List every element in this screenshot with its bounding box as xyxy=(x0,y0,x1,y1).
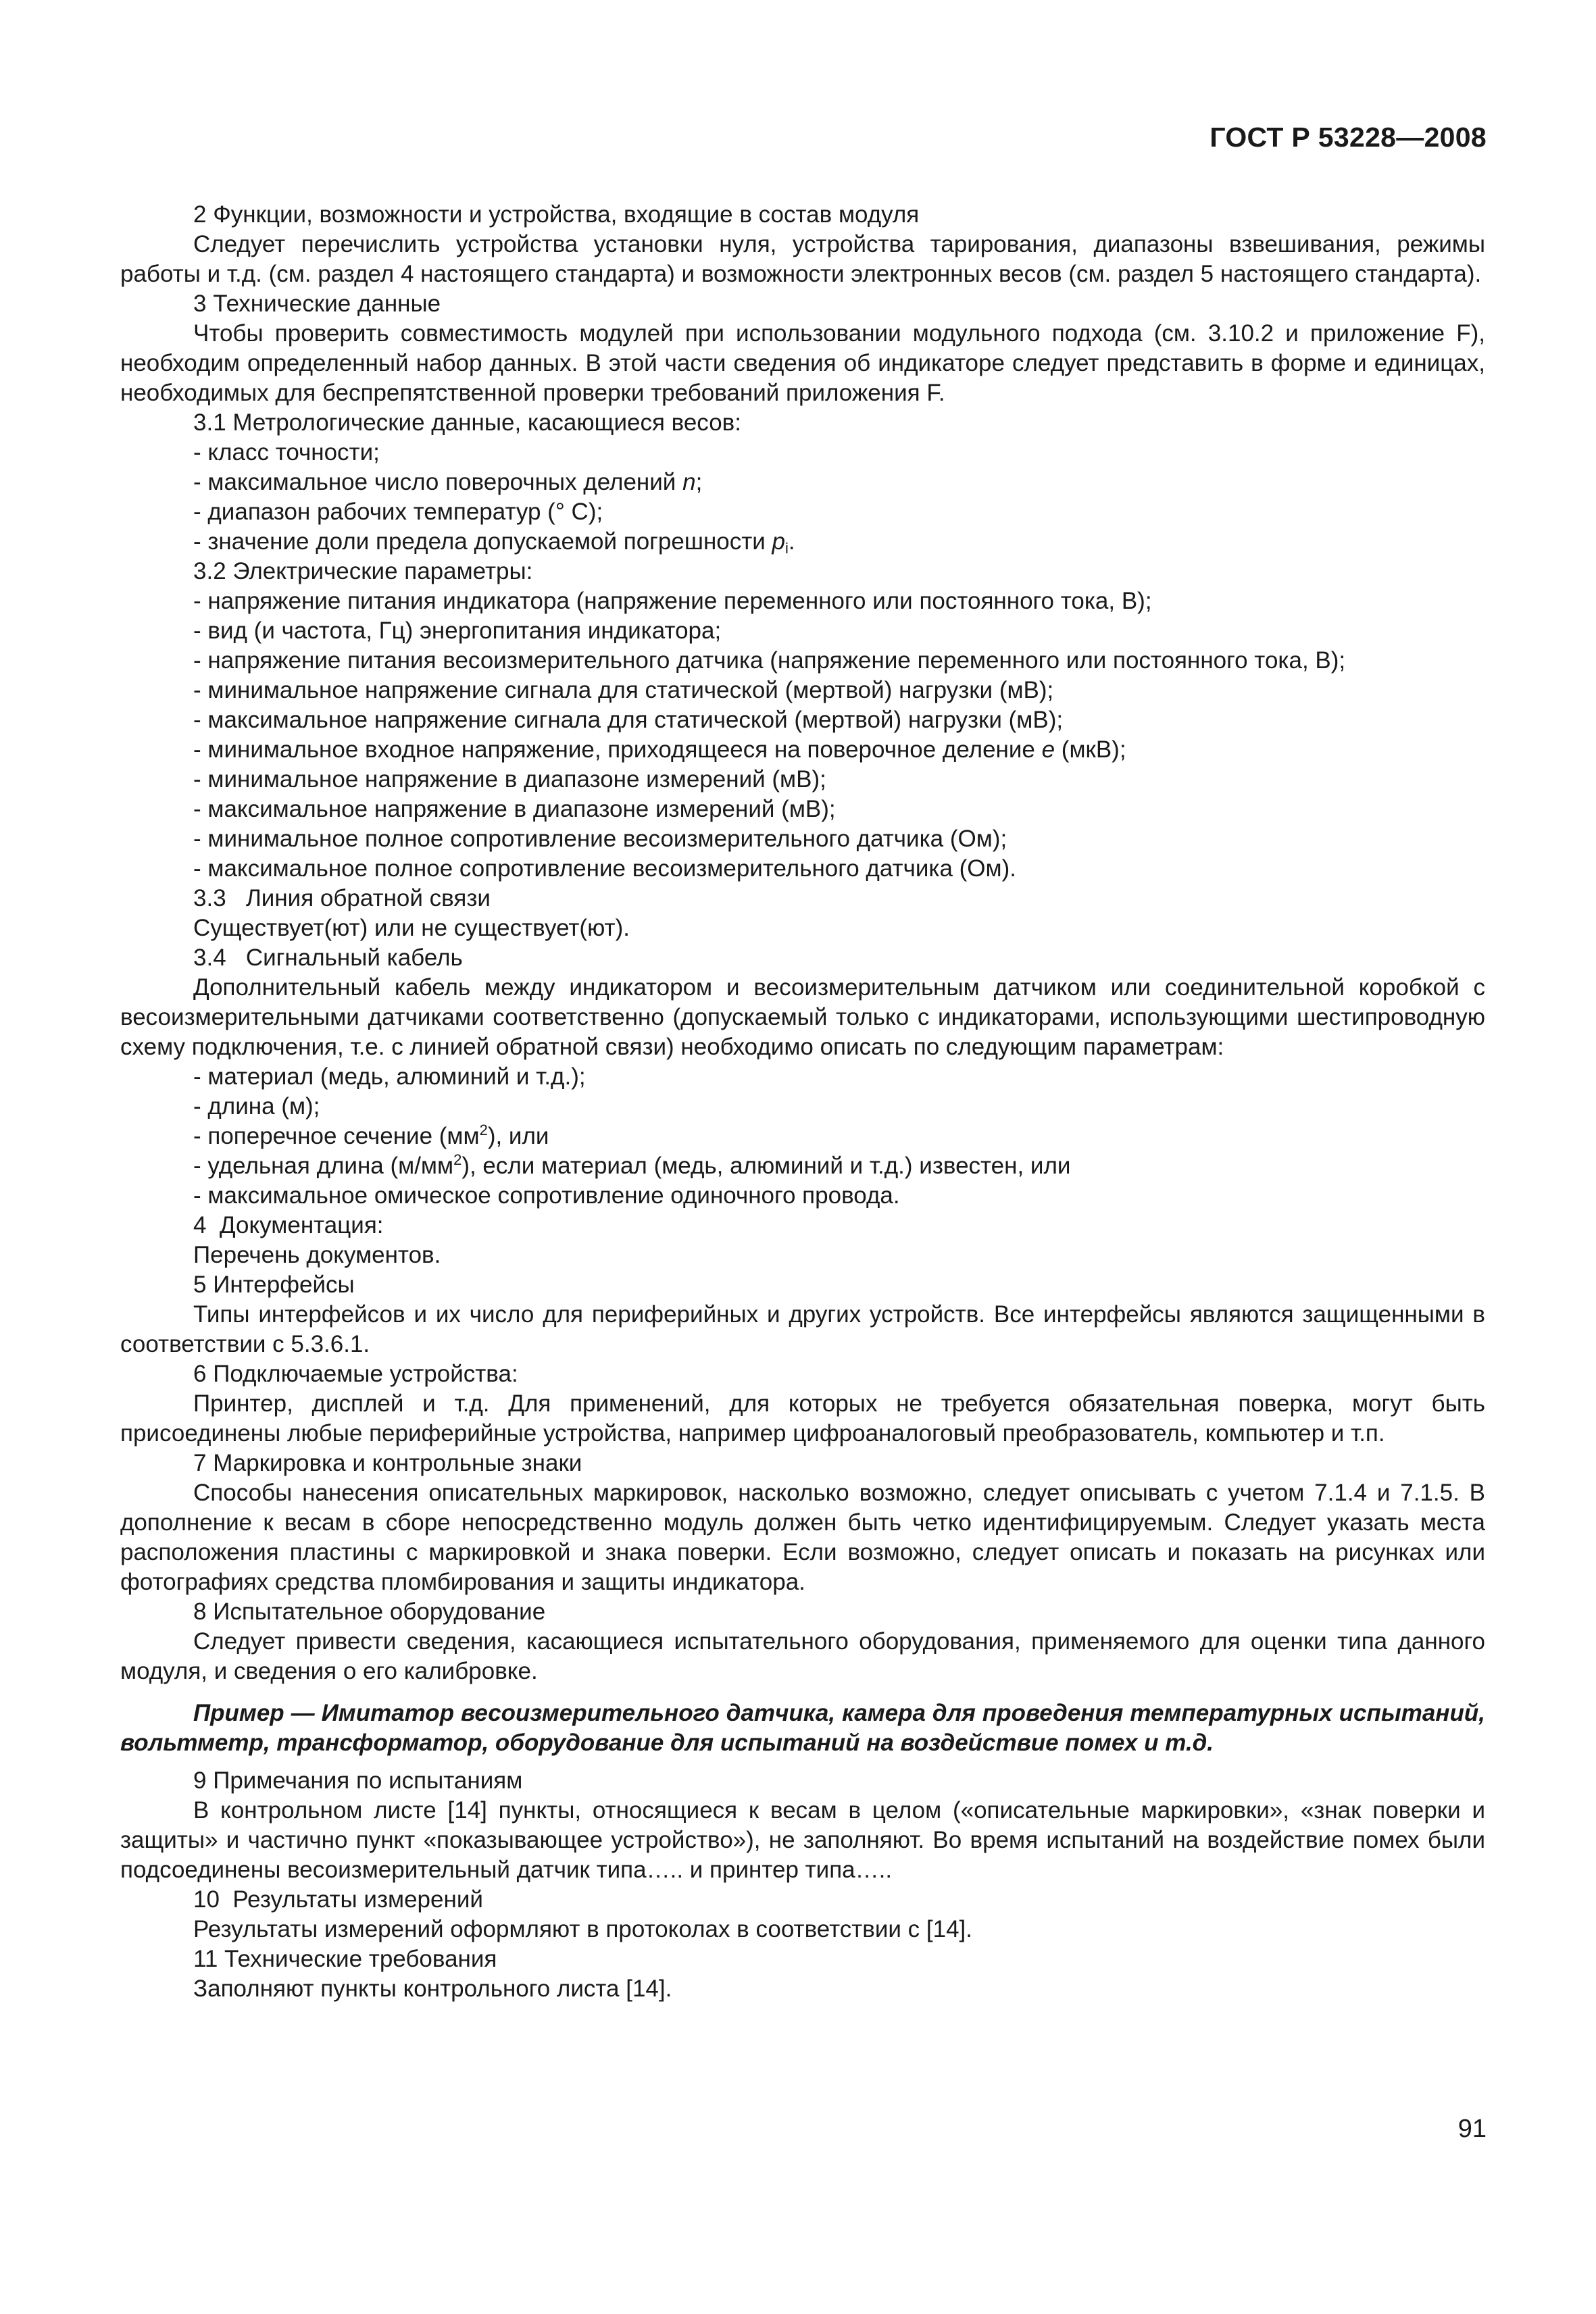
section-heading: 5 Интерфейсы xyxy=(193,1272,355,1298)
section-heading: 6 Подключаемые устройства: xyxy=(193,1361,518,1387)
section-heading: 4 Документация: xyxy=(193,1212,384,1238)
page-number: 91 xyxy=(1457,2115,1487,2143)
paragraph: Принтер, дисплей и т.д. Для применений, для которых не требуется обязательная поверка, могут быть присоединены любые периферийные устройства, например цифроаналоговый преобразователь, компьютер и т.п. xyxy=(120,1390,1485,1447)
list-item: - длина (м); xyxy=(193,1093,320,1120)
list-item: - максимальное число поверочных делений n; xyxy=(193,469,703,495)
section-heading: 3 Технические данные xyxy=(193,291,441,317)
subsection-heading: 3.1 Метрологические данные, касающиеся весов: xyxy=(193,409,741,436)
section-heading: 2 Функции, возможности и устройства, входящие в состав модуля xyxy=(193,201,920,228)
paragraph: Существует(ют) или не существует(ют). xyxy=(193,915,630,941)
list-item: - максимальное напряжение в диапазоне измерений (мВ); xyxy=(193,796,836,822)
subsection-heading: 3.2 Электрические параметры: xyxy=(193,558,533,584)
list-item: - минимальное входное напряжение, приходящееся на поверочное деление е (мкВ); xyxy=(193,736,1126,763)
list-item: - удельная длина $(м/мм^2)$, если материал (медь, алюминий и т.д.) известен, или xyxy=(193,1151,1071,1179)
list-item: - максимальное напряжение сигнала для статической (мертвой) нагрузки (мВ); xyxy=(193,707,1064,733)
list-item: - минимальное напряжение сигнала для статической (мертвой) нагрузки (мВ); xyxy=(193,677,1054,703)
list-item: - диапазон рабочих температур (° С); xyxy=(193,499,603,525)
section-heading: 8 Испытательное оборудование xyxy=(193,1599,546,1625)
list-item: - значение доли предела допускаемой погрешности $p_i$. xyxy=(193,528,795,557)
list-item: - максимальное полное сопротивление весоизмерительного датчика (Ом). xyxy=(193,855,1016,882)
list-item: - напряжение питания весоизмерительного датчика (напряжение переменного или постоянного тока, В); xyxy=(193,647,1346,674)
list-item: - минимальное полное сопротивление весоизмерительного датчика (Ом); xyxy=(193,826,1007,852)
list-item: - минимальное напряжение в диапазоне измерений (мВ); xyxy=(193,766,826,793)
paragraph: Результаты измерений оформляют в протоколах в соответствии с [14]. xyxy=(193,1916,973,1942)
section-heading: 9 Примечания по испытаниям xyxy=(193,1767,523,1794)
paragraph: В контрольном листе [14] пункты, относящиеся к весам в целом («описательные маркировки», «знак поверки и защиты» и частично пункт «показывающее устройство»), не заполняют. Во время испытаний на воздействие помех были подсоединены весоизмерительный датчик типа….. и принтер типа….. xyxy=(120,1797,1485,1883)
list-item: - класс точности; xyxy=(193,439,380,466)
paragraph: Дополнительный кабель между индикатором и весоизмерительным датчиком или соединительной коробкой с весоизмерительными датчиками соответственно (допускаемый только с индикаторами, использующими шестипроводную схему подключения, т.е. с линией обратной связи) необходимо описать по следующим параметрам: xyxy=(120,974,1485,1060)
paragraph: Чтобы проверить совместимость модулей при использовании модульного подхода (см. 3.10.2 и приложение F), необходим определенный набор данных. В этой части сведения об индикаторе следует представить в форме и единицах, необходимых для беспрепятственной проверки требований приложения F. xyxy=(120,320,1485,406)
section-heading: 7 Маркировка и контрольные знаки xyxy=(193,1450,582,1476)
standard-number: ГОСТ Р 53228—2008 xyxy=(1210,122,1487,153)
list-item: - материал (медь, алюминий и т.д.); xyxy=(193,1063,586,1090)
list-item: - поперечное сечение $(мм^2)$, или xyxy=(193,1122,549,1149)
subsection-heading: 3.4 Сигнальный кабель xyxy=(193,945,463,971)
paragraph: Типы интерфейсов и их число для периферийных и других устройств. Все интерфейсы являются защищенными в соответствии с 5.3.6.1. xyxy=(120,1301,1485,1357)
document-body xyxy=(120,200,1485,2004)
section-heading: 11 Технические требования xyxy=(193,1946,497,1972)
paragraph: Перечень документов. xyxy=(193,1242,441,1268)
section-heading: 10 Результаты измерений xyxy=(193,1886,483,1913)
subsection-heading: 3.3 Линия обратной связи xyxy=(193,885,491,911)
paragraph: Заполняют пункты контрольного листа [14]. xyxy=(193,1976,672,2002)
example-note: Пример — Имитатор весоизмерительного датчика, камера для проведения температурных испытаний, вольтметр, трансформатор, оборудование для испытаний на воздействие помех и т.д. xyxy=(120,1700,1485,1756)
paragraph: Следует перечислить устройства установки нуля, устройства тарирования, диапазоны взвешивания, режимы работы и т.д. (см. раздел 4 настоящего стандарта) и возможности электронных весов (см. раздел 5 настоящего стандарта). xyxy=(120,231,1485,287)
list-item: - напряжение питания индикатора (напряжение переменного или постоянного тока, В); xyxy=(193,588,1152,614)
list-item: - вид (и частота, Гц) энергопитания индикатора; xyxy=(193,618,722,644)
paragraph: Способы нанесения описательных маркировок, насколько возможно, следует описывать с учетом 7.1.4 и 7.1.5. В дополнение к весам в сборе непосредственно модуль должен быть четко идентифицируемым. Следует указать места расположения пластины с маркировкой и знака поверки. Если возможно, следует описать и показать на рисунках или фотографиях средства пломбирования и защиты индикатора. xyxy=(120,1480,1485,1595)
paragraph: Следует привести сведения, касающиеся испытательного оборудования, применяемого для оценки типа данного модуля, и сведения о его калибровке. xyxy=(120,1628,1485,1684)
list-item: - максимальное омическое сопротивление одиночного провода. xyxy=(193,1182,900,1209)
